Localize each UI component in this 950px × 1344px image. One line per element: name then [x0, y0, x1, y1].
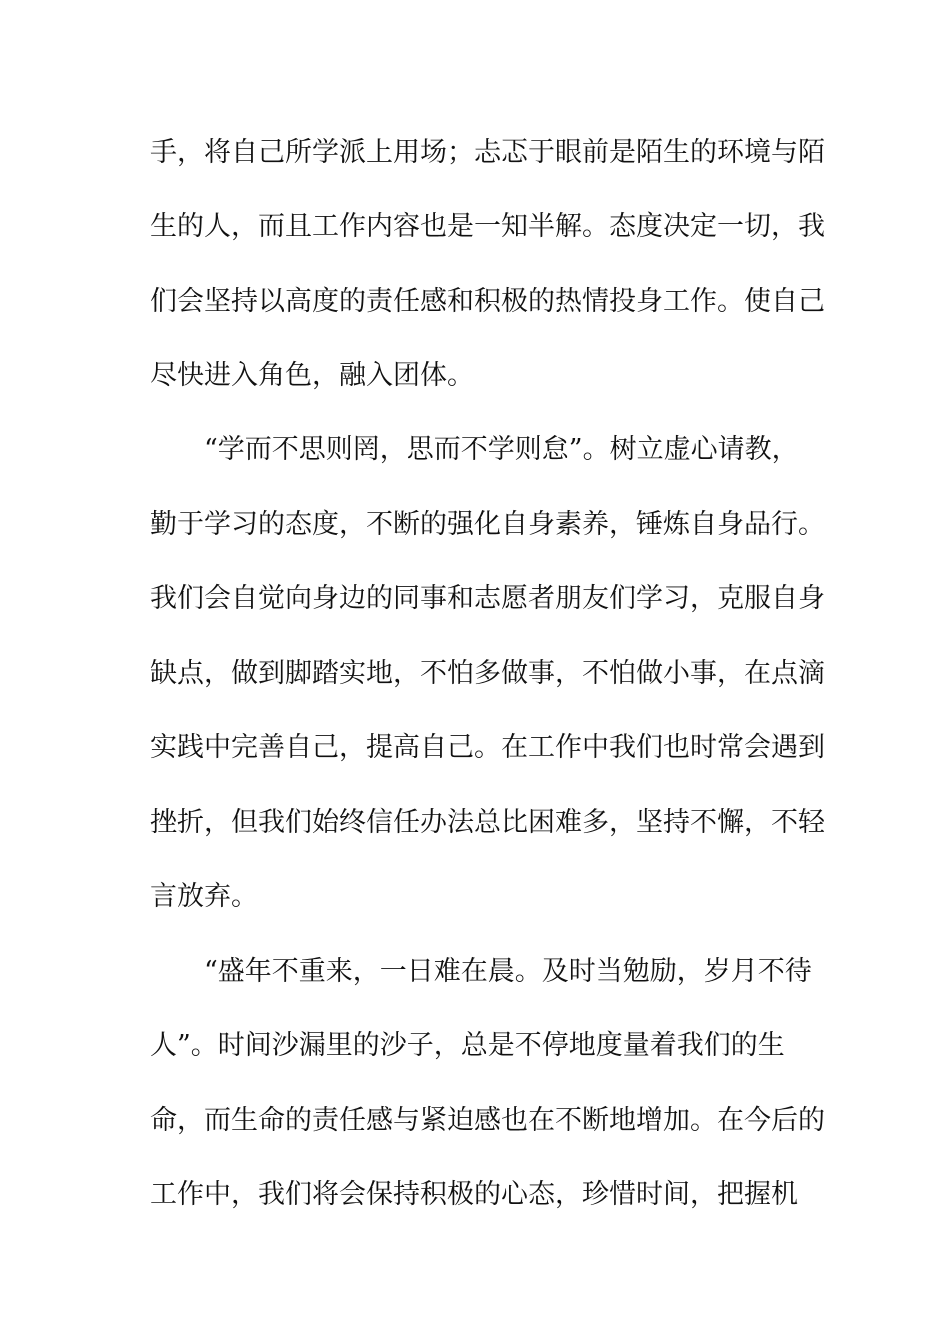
text-line: 尽快进入角色，融入团体。 — [150, 360, 474, 391]
text-line: 手，将自己所学派上用场；忐忑于眼前是陌生的环境与陌 — [150, 137, 825, 168]
text-line: 缺点，做到脚踏实地，不怕多做事，不怕做小事，在点滴 — [150, 658, 825, 689]
text-line: 言放弃。 — [150, 881, 258, 912]
text-line: 我们会自觉向身边的同事和志愿者朋友们学习，克服自身 — [150, 583, 825, 614]
text-line: 人”。时间沙漏里的沙子，总是不停地度量着我们的生 — [150, 1030, 785, 1061]
text-line: 生的人，而且工作内容也是一知半解。态度决定一切，我 — [150, 211, 825, 242]
text-line: 们会坚持以高度的责任感和积极的热情投身工作。使自己 — [150, 286, 825, 317]
text-line: 勤于学习的态度，不断的强化自身素养，锤炼自身品行。 — [150, 509, 825, 540]
text-line: 工作中，我们将会保持积极的心态，珍惜时间，把握机 — [150, 1179, 798, 1210]
text-line: “盛年不重来，一日难在晨。及时当勉励，岁月不待 — [204, 956, 812, 987]
text-line: 实践中完善自己，提高自己。在工作中我们也时常会遇到 — [150, 732, 825, 763]
text-line: 挫折，但我们始终信任办法总比困难多，坚持不懈，不轻 — [150, 807, 825, 838]
text-line: 命，而生命的责任感与紧迫感也在不断地增加。在今后的 — [150, 1105, 825, 1136]
text-line: “学而不思则罔，思而不学则怠”。树立虚心请教， — [204, 434, 799, 465]
